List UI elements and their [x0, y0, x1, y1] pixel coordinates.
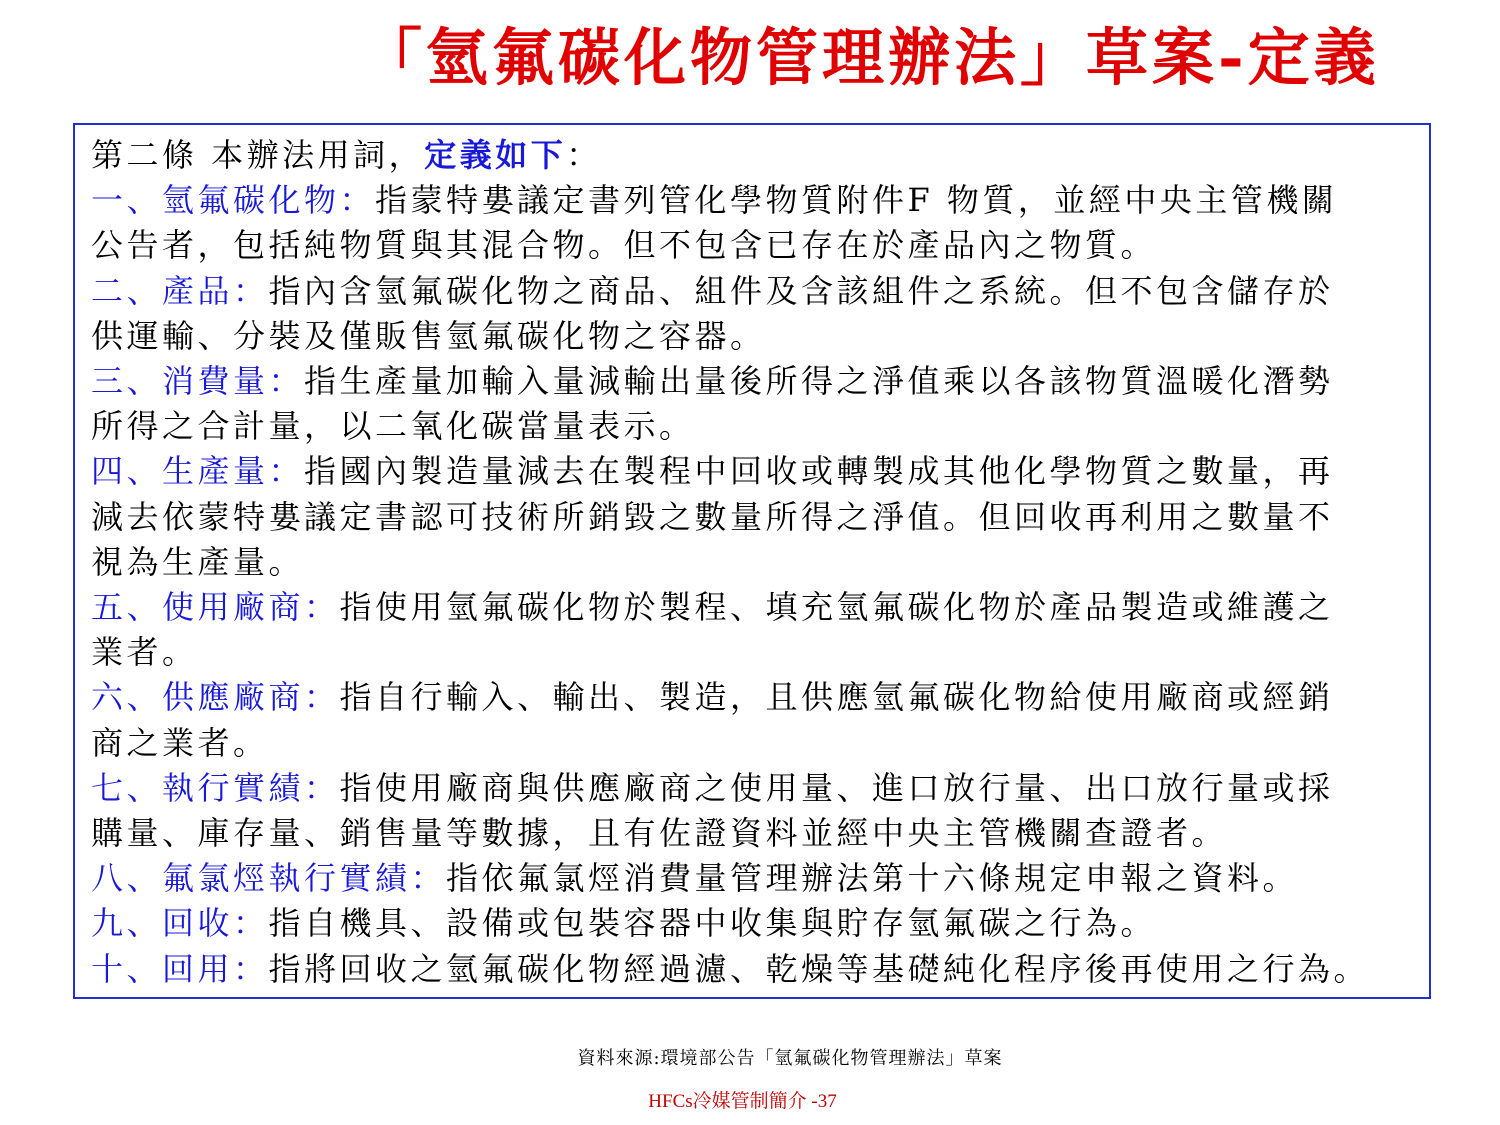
- definition-term: 八、氟氯烴執行實績：: [91, 859, 447, 898]
- definition-2-line-2: 供運輸、分裝及僅販售氫氟碳化物之容器。: [91, 316, 766, 355]
- definition-3-line-2: 所得之合計量，以二氧化碳當量表示。: [91, 407, 695, 446]
- definition-text: 指自機具、設備或包裝容器中收集與貯存氫氟碳之行為。: [268, 904, 1157, 943]
- definition-7-line-2: 購量、庫存量、銷售量等數據，且有佐證資料並經中央主管機關查證者。: [91, 814, 1228, 853]
- definition-term: 二、產品：: [91, 271, 269, 310]
- definition-5-line-2: 業者。: [91, 633, 198, 672]
- definition-text: 指蒙特婁議定書列管化學物質附件F 物質，並經中央主管機關: [375, 181, 1338, 220]
- definition-term: 四、生產量：: [91, 452, 305, 491]
- definition-text: 指使用氫氟碳化物於製程、填充氫氟碳化物於產品製造或維護之: [339, 588, 1334, 627]
- intro-prefix: 第二條 本辦法用詞，: [91, 136, 425, 174]
- definition-8-line-1: [91, 856, 1429, 901]
- definition-text: 指內含氫氟碳化物之商品、組件及含該組件之系統。但不包含儲存於: [268, 271, 1334, 310]
- definition-term: 五、使用廠商：: [91, 588, 340, 627]
- definition-1-line-1: [91, 178, 1429, 223]
- definitions-box: [73, 123, 1431, 999]
- source-note: 資料來源:環境部公告「氫氟碳化物管理辦法」草案: [577, 1048, 1003, 1069]
- definition-10-line-1: [91, 947, 1429, 992]
- definition-term: 九、回收：: [91, 904, 269, 943]
- definition-text: 指自行輸入、輸出、製造，且供應氫氟碳化物給使用廠商或經銷: [339, 678, 1334, 717]
- intro-suffix: ：: [566, 136, 602, 174]
- definition-4-line-2: 減去依蒙特婁議定書認可技術所銷毀之數量所得之淨值。但回收再利用之數量不: [91, 497, 1334, 536]
- definition-6-line-2: 商之業者。: [91, 723, 269, 762]
- definition-4-line-1: [91, 449, 1429, 494]
- definition-text: 指將回收之氫氟碳化物經過濾、乾燥等基礎純化程序後再使用之行為。: [268, 949, 1370, 988]
- definition-term: 三、消費量：: [91, 362, 305, 401]
- definition-9-line-1: [91, 901, 1429, 946]
- definition-text: 指國內製造量減去在製程中回收或轉製成其他化學物質之數量，再: [304, 452, 1334, 491]
- definition-1-line-2: 公告者，包括純物質與其混合物。但不包含已存在於產品內之物質。: [91, 226, 1157, 265]
- intro-emphasis: 定義如下: [424, 136, 567, 174]
- definition-term: 十、回用：: [91, 949, 269, 988]
- slide-title: 「氫氟碳化物管理辦法」草案-定義: [360, 21, 1380, 94]
- definition-term: 七、執行實績：: [91, 768, 340, 807]
- definition-2-line-1: [91, 269, 1429, 314]
- definition-3-line-1: [91, 359, 1429, 404]
- definition-term: 六、供應廠商：: [91, 678, 340, 717]
- intro-line: [91, 133, 1429, 178]
- definition-text: 指依氟氯烴消費量管理辦法第十六條規定申報之資料。: [446, 859, 1299, 898]
- footer-page-label: HFCs冷媒管制簡介 -37: [648, 1091, 837, 1112]
- definition-5-line-1: [91, 585, 1429, 630]
- definition-text: 指生產量加輸入量減輸出量後所得之淨值乘以各該物質溫暖化潛勢: [304, 362, 1334, 401]
- definition-6-line-1: [91, 675, 1429, 720]
- definition-7-line-1: [91, 766, 1429, 811]
- definition-term: 一、氫氟碳化物：: [91, 181, 376, 220]
- definition-text: 指使用廠商與供應廠商之使用量、進口放行量、出口放行量或採: [339, 768, 1334, 807]
- definition-4-line-3: 視為生產量。: [91, 542, 305, 581]
